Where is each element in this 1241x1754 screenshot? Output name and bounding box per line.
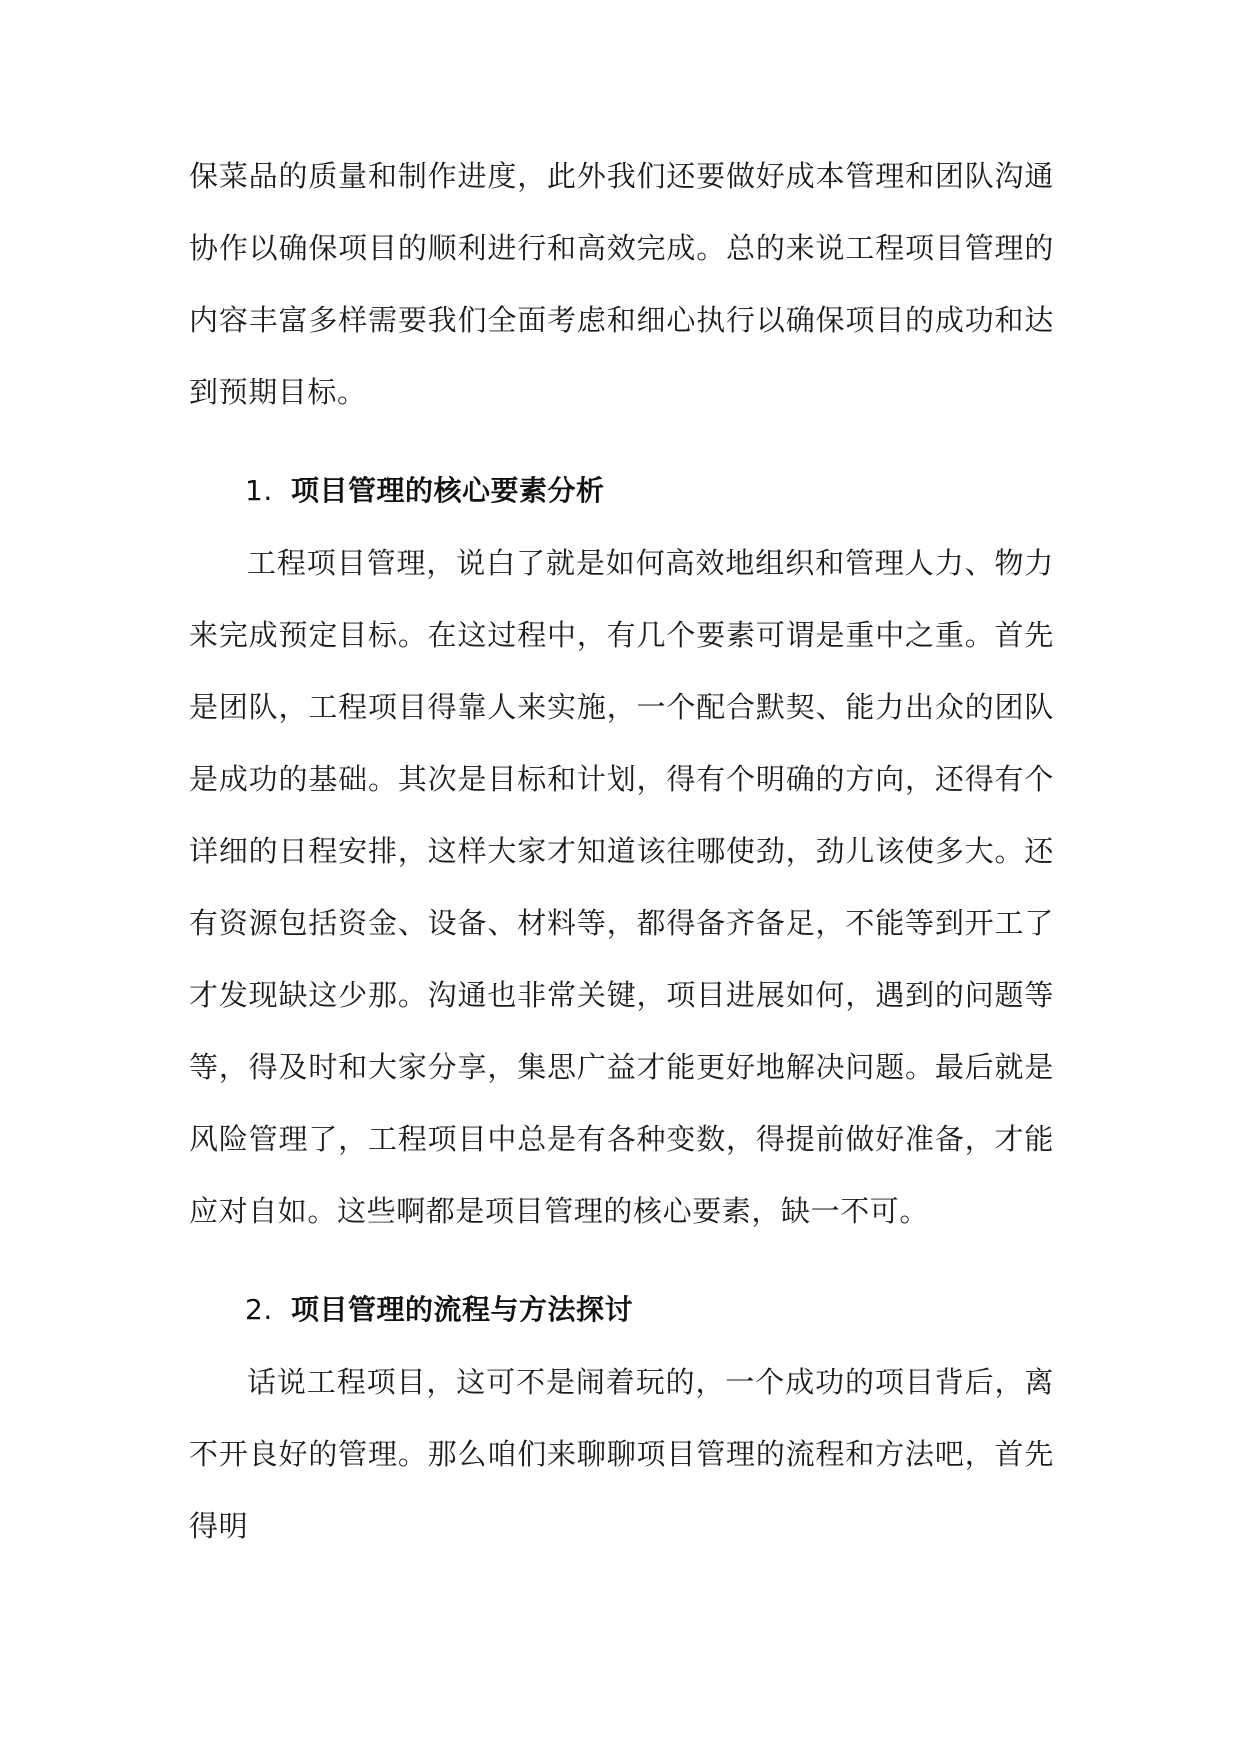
section-title: 项目管理的流程与方法探讨 xyxy=(291,1293,634,1326)
section-2-paragraph: 话说工程项目，这可不是闹着玩的，一个成功的项目背后，离不开良好的管理。那么咱们来聊聊项目管理的流程和方法吧，首先得明 xyxy=(189,1365,1054,1543)
section-title: 项目管理的核心要素分析 xyxy=(291,474,605,507)
section-number: 2. xyxy=(245,1293,273,1326)
section-number: 1. xyxy=(245,474,273,507)
document-body xyxy=(189,140,1054,1562)
section-heading-1 xyxy=(189,455,1054,527)
section-heading-2 xyxy=(189,1274,1054,1346)
section-1-paragraph: 工程项目管理，说白了就是如何高效地组织和管理人力、物力来完成预定目标。在这过程中，有几个要素可谓是重中之重。首先是团队，工程项目得靠人来实施，一个配合默契、能力出众的团队是成功的基础。其次是目标和计划，得有个明确的方向，还得有个详细的日程安排，这样大家才知道该往哪使劲，劲儿该使多大。还有资源包括资金、设备、材料等，都得备齐备足，不能等到开工了才发现缺这少那。沟通也非常关键，项目进展如何，遇到的问题等等，得及时和大家分享，集思广益才能更好地解决问题。最后就是风险管理了，工程项目中总是有各种变数，得提前做好准备，才能应对自如。这些啊都是项目管理的核心要素，缺一不可。 xyxy=(189,546,1054,1228)
intro-paragraph: 保菜品的质量和制作进度，此外我们还要做好成本管理和团队沟通协作以确保项目的顺利进行和高效完成。总的来说工程项目管理的内容丰富多样需要我们全面考虑和细心执行以确保项目的成功和达到预期目标。 xyxy=(189,159,1054,409)
